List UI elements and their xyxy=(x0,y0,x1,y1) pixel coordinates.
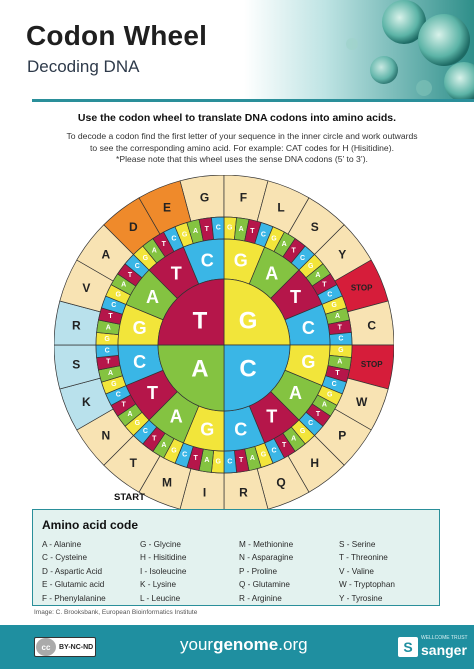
header-divider xyxy=(32,99,474,102)
legend-item: I - Isoleucine xyxy=(140,566,187,576)
second-base-label: C xyxy=(301,318,315,339)
legend-item: H - Hisitidine xyxy=(140,553,187,563)
instruction-line-2: to see the corresponding amino acid. For example: CAT codes for H (Hisitidine). xyxy=(90,142,394,153)
cc-icon: cc xyxy=(36,638,56,656)
legend-item: R - Arginine xyxy=(239,593,282,603)
legend-item: S - Serine xyxy=(339,540,376,549)
legend-column-3 xyxy=(239,538,293,605)
amino-acid-label: T xyxy=(129,456,137,471)
amino-acid-label: M xyxy=(161,475,172,490)
legend-item: V - Valine xyxy=(339,566,374,576)
second-base-label: G xyxy=(233,250,248,271)
third-base-label: A xyxy=(281,241,287,249)
page-title: Codon Wheel xyxy=(26,20,208,51)
third-base-label: G xyxy=(260,451,267,459)
third-base-label: A xyxy=(105,324,111,332)
third-base-label: A xyxy=(321,401,327,409)
second-base-label: T xyxy=(170,263,182,284)
amino-acid-label: I xyxy=(202,485,207,500)
amino-acid-label: C xyxy=(367,318,377,333)
amino-acid-label: S xyxy=(310,219,319,234)
amino-acid-label: H xyxy=(310,456,320,471)
legend-item: A - Alanine xyxy=(42,540,82,549)
legend-title: Amino acid code xyxy=(42,518,139,532)
third-base-label: C xyxy=(171,235,177,243)
third-base-label: C xyxy=(260,231,266,239)
third-base-label: T xyxy=(106,358,111,366)
brand-suffix: .org xyxy=(278,635,308,654)
third-base-label: A xyxy=(249,454,255,462)
third-base-label: G xyxy=(338,347,344,355)
second-base-label: C xyxy=(234,419,248,440)
third-base-label: T xyxy=(315,411,321,419)
third-base-label: C xyxy=(115,391,121,399)
third-base-label: A xyxy=(238,225,244,233)
third-base-label: G xyxy=(271,235,277,243)
second-base-label: T xyxy=(146,382,158,403)
lead-instruction: Use the codon wheel to translate DNA codons into amino acids. xyxy=(77,112,397,124)
third-base-label: T xyxy=(282,441,287,449)
amino-acid-label: S xyxy=(72,357,81,372)
second-base-label: C xyxy=(133,351,147,372)
legend-item: Q - Glutamine xyxy=(239,580,290,590)
creative-commons-badge[interactable] xyxy=(34,637,96,657)
third-base-label: T xyxy=(322,281,327,289)
third-base-label: T xyxy=(204,225,209,233)
third-base-label: T xyxy=(239,457,244,465)
third-base-label: C xyxy=(215,224,221,232)
second-base-label: A xyxy=(289,382,303,403)
amino-acid-label: Y xyxy=(338,247,347,262)
second-base-label: A xyxy=(145,287,159,308)
third-base-label: G xyxy=(327,391,333,399)
amino-acid-label: R xyxy=(71,318,81,333)
third-base-label: C xyxy=(308,420,314,428)
third-base-label: T xyxy=(121,401,126,409)
third-base-label: A xyxy=(151,247,157,255)
legend-item: Y - Tyrosine xyxy=(339,593,383,603)
third-base-label: A xyxy=(121,281,127,289)
legend-item: F - Phenylalanine xyxy=(42,593,106,603)
third-base-label: G xyxy=(299,428,306,436)
amino-acid-label: STOP xyxy=(350,283,373,293)
third-base-label: A xyxy=(127,411,133,419)
amino-acid-label: STOP xyxy=(360,359,383,369)
legend-column-1 xyxy=(42,538,106,605)
legend-item: C - Cysteine xyxy=(42,553,88,563)
first-base-label: G xyxy=(238,307,258,335)
third-base-label: A xyxy=(291,435,297,443)
sanger-logo[interactable] xyxy=(398,633,468,661)
first-base-label: C xyxy=(239,355,257,383)
third-base-label: G xyxy=(215,458,222,466)
legend-item: E - Glutamic acid xyxy=(42,580,105,590)
third-base-label: A xyxy=(161,441,167,449)
third-base-label: C xyxy=(134,262,140,270)
third-base-label: A xyxy=(193,228,199,236)
amino-acid-label: R xyxy=(239,485,248,500)
sanger-wordmark: sanger xyxy=(421,642,467,658)
instruction-line-3: *Please note that this wheel uses the sense DNA codons (5’ to 3’). xyxy=(116,154,368,164)
third-base-label: G xyxy=(226,224,233,232)
amino-acid-label: A xyxy=(101,247,111,262)
third-base-label: T xyxy=(161,241,166,249)
legend-item: L - Leucine xyxy=(140,593,181,603)
amino-acid-label: E xyxy=(162,200,171,215)
third-base-label: T xyxy=(337,324,342,332)
third-base-label: G xyxy=(111,380,117,388)
third-base-label: A xyxy=(315,271,321,279)
legend-item: P - Proline xyxy=(239,566,278,576)
legend-item: M - Methionine xyxy=(239,540,294,549)
first-base-label: T xyxy=(192,307,208,335)
legend-item: W - Tryptophan xyxy=(339,580,395,590)
amino-acid-label: Q xyxy=(276,475,286,490)
third-base-label: T xyxy=(291,247,296,255)
legend-item: D - Aspartic Acid xyxy=(42,566,103,576)
brand-prefix: your xyxy=(180,635,214,654)
codon-wheel xyxy=(54,175,394,515)
instructions xyxy=(36,131,448,166)
third-base-label: G xyxy=(181,231,188,239)
footer xyxy=(0,625,474,669)
legend-item: N - Asparagine xyxy=(239,553,294,563)
second-base-label: A xyxy=(169,406,183,427)
first-base-label: A xyxy=(191,355,209,383)
third-base-label: T xyxy=(335,369,340,377)
amino-acid-label: V xyxy=(82,280,91,295)
second-base-label: G xyxy=(132,318,147,339)
second-base-label: G xyxy=(301,351,316,372)
amino-acid-label: W xyxy=(355,395,368,410)
page-subtitle: Decoding DNA xyxy=(27,57,140,76)
amino-acid-label: N xyxy=(101,428,111,443)
third-base-label: T xyxy=(250,228,255,236)
third-base-label: C xyxy=(182,451,188,459)
third-base-label: G xyxy=(171,447,177,455)
third-base-label: C xyxy=(338,335,344,343)
third-base-label: C xyxy=(227,458,233,466)
second-base-label: G xyxy=(200,419,215,440)
third-base-label: T xyxy=(127,271,133,279)
third-base-label: C xyxy=(104,347,110,355)
third-base-label: A xyxy=(334,313,341,321)
second-base-label: A xyxy=(265,263,279,284)
third-base-label: T xyxy=(108,313,113,321)
second-base-label: C xyxy=(200,250,214,271)
third-base-label: T xyxy=(152,435,157,443)
third-base-label: G xyxy=(104,335,110,343)
image-credit: Image: C. Brooksbank, European Bioinformatics Institute xyxy=(34,609,198,616)
amino-acid-label: G xyxy=(199,190,210,205)
third-base-label: A xyxy=(204,457,210,465)
start-label: START xyxy=(114,492,145,503)
second-base-label: T xyxy=(290,287,302,308)
amino-acid-legend xyxy=(32,509,440,606)
legend-item: K - Lysine xyxy=(140,580,177,590)
brand-bold: genome xyxy=(213,635,279,654)
third-base-label: C xyxy=(142,428,148,436)
legend-column-2 xyxy=(140,538,186,605)
third-base-label: G xyxy=(134,420,141,428)
third-base-label: G xyxy=(115,291,121,299)
amino-acid-label: L xyxy=(277,200,285,215)
third-base-label: G xyxy=(142,254,149,262)
third-base-label: C xyxy=(111,302,117,310)
third-base-label: G xyxy=(331,302,337,310)
third-base-label: A xyxy=(107,369,114,377)
legend-item: T - Threonine xyxy=(339,553,388,563)
sanger-trust-text: WELLCOME TRUST xyxy=(421,635,468,641)
third-base-label: C xyxy=(331,380,337,388)
amino-acid-label: F xyxy=(239,190,248,205)
yourgenome-link[interactable] xyxy=(180,635,308,655)
third-base-label: C xyxy=(271,447,277,455)
amino-acid-label: K xyxy=(82,395,91,410)
third-base-label: C xyxy=(300,254,306,262)
instruction-line-1: To decode a codon find the first letter of your sequence in the inner circle and work outwards xyxy=(66,131,418,141)
legend-item: G - Glycine xyxy=(140,540,181,549)
header xyxy=(0,0,474,100)
third-base-label: G xyxy=(307,262,314,270)
third-base-label: T xyxy=(193,454,198,462)
third-base-label: A xyxy=(337,358,343,366)
header-cells-image xyxy=(244,0,474,100)
amino-acid-label: P xyxy=(338,428,347,443)
amino-acid-label: D xyxy=(128,219,138,234)
sanger-mark-icon: S xyxy=(398,637,418,657)
legend-column-4 xyxy=(339,538,395,605)
second-base-label: T xyxy=(266,406,278,427)
cc-license-text: BY-NC-ND xyxy=(59,643,94,651)
third-base-label: C xyxy=(327,291,333,299)
